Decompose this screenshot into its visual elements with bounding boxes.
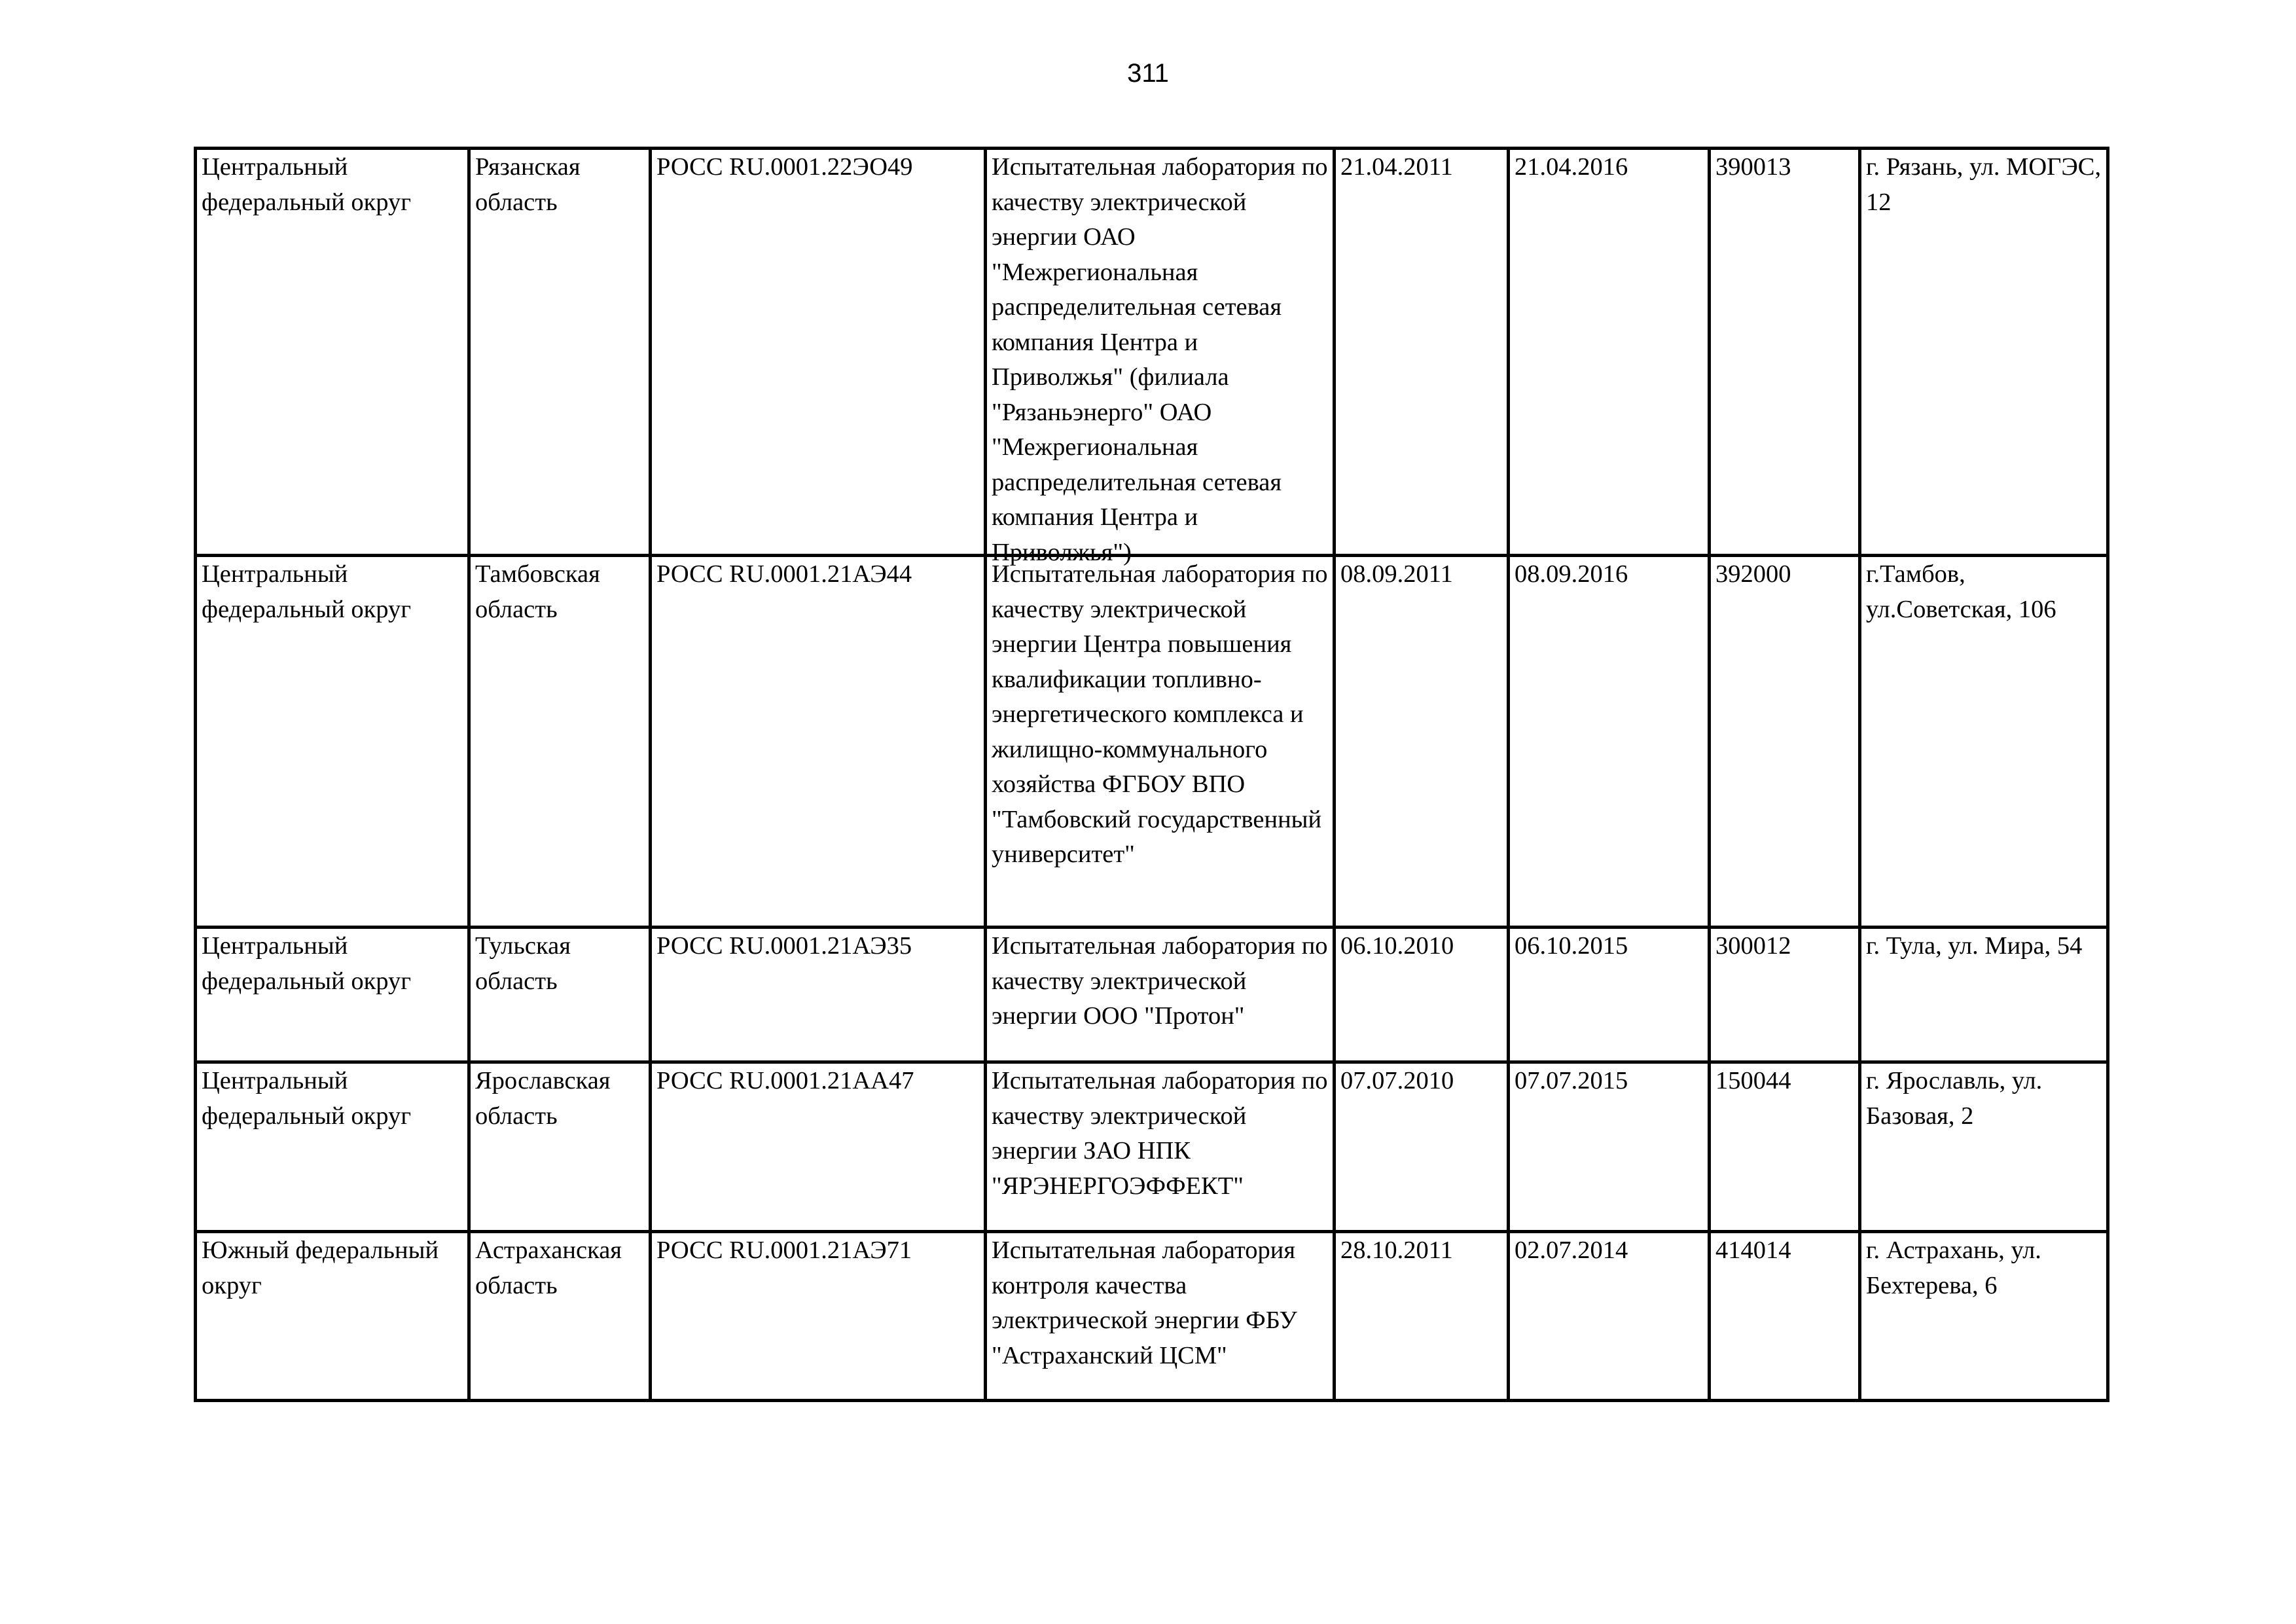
registration-number-cell: РОСС RU.0001.21АА47 — [651, 1062, 986, 1232]
postcode-cell: 150044 — [1710, 1062, 1860, 1232]
accreditation-end-date-cell: 21.04.2016 — [1509, 149, 1710, 556]
accreditation-start-date-cell: 28.10.2011 — [1335, 1232, 1509, 1401]
laboratory-name-cell: Испытательная лаборатория контроля качества электрической энергии ФБУ "Астраханский ЦСМ" — [986, 1232, 1335, 1401]
accreditation-end-date-cell: 08.09.2016 — [1509, 556, 1710, 928]
accreditation-end-date-cell: 02.07.2014 — [1509, 1232, 1710, 1401]
laboratory-name-text: Испытательная лаборатория по качеству электрической энергии ОАО "Межрегиональная распределительная сетевая компания Центра и Приволжья" (филиала "Рязаньэнерго" ОАО "Межрегиональная распределительная сетевая компания Центра и Приволжья") — [992, 153, 1328, 566]
accreditation-end-date-cell: 07.07.2015 — [1509, 1062, 1710, 1232]
address-cell: г. Рязань, ул. МОГЭС, 12 — [1860, 149, 2108, 556]
address-cell: г. Ярославль, ул. Базовая, 2 — [1860, 1062, 2108, 1232]
accreditation-start-date-cell: 21.04.2011 — [1335, 149, 1509, 556]
postcode-cell: 390013 — [1710, 149, 1860, 556]
laboratory-registry-table — [194, 147, 2109, 1402]
table-row — [196, 556, 2108, 928]
registration-number-cell: РОСС RU.0001.22ЭО49 — [651, 149, 986, 556]
district-cell: Центральный федеральный округ — [196, 149, 469, 556]
region-cell: Тульская область — [469, 928, 651, 1062]
accreditation-start-date-cell: 06.10.2010 — [1335, 928, 1509, 1062]
accreditation-start-date-cell: 08.09.2011 — [1335, 556, 1509, 928]
address-cell: г.Тамбов, ул.Советская, 106 — [1860, 556, 2108, 928]
laboratory-name-cell — [986, 149, 1335, 566]
district-cell: Центральный федеральный округ — [196, 928, 469, 1062]
registration-number-cell: РОСС RU.0001.21АЭ35 — [651, 928, 986, 1062]
table-row — [196, 149, 2108, 556]
postcode-cell: 414014 — [1710, 1232, 1860, 1401]
accreditation-start-date-cell: 07.07.2010 — [1335, 1062, 1509, 1232]
postcode-cell: 392000 — [1710, 556, 1860, 928]
district-cell: Центральный федеральный округ — [196, 556, 469, 928]
table-row — [196, 928, 2108, 1062]
laboratory-name-cell: Испытательная лаборатория по качеству электрической энергии ЗАО НПК "ЯРЭНЕРГОЭФФЕКТ" — [986, 1062, 1335, 1232]
page-number: 311 — [1127, 59, 1169, 88]
region-cell: Рязанская область — [469, 149, 651, 556]
accreditation-end-date-cell: 06.10.2015 — [1509, 928, 1710, 1062]
region-cell: Ярославская область — [469, 1062, 651, 1232]
postcode-cell: 300012 — [1710, 928, 1860, 1062]
district-cell: Центральный федеральный округ — [196, 1062, 469, 1232]
laboratory-name-cell: Испытательная лаборатория по качеству электрической энергии ООО "Протон" — [986, 928, 1335, 1062]
laboratory-name-cell: Испытательная лаборатория по качеству электрической энергии Центра повышения квалификации топливно-энергетического комплекса и жилищно-коммунального хозяйства ФГБОУ ВПО "Тамбовский государственный университет" — [986, 556, 1335, 928]
address-cell: г. Астрахань, ул. Бехтерева, 6 — [1860, 1232, 2108, 1401]
region-cell: Астраханская область — [469, 1232, 651, 1401]
registration-number-cell: РОСС RU.0001.21АЭ44 — [651, 556, 986, 928]
registration-number-cell: РОСС RU.0001.21АЭ71 — [651, 1232, 986, 1401]
district-cell: Южный федеральный округ — [196, 1232, 469, 1401]
table-row — [196, 1232, 2108, 1401]
address-cell: г. Тула, ул. Мира, 54 — [1860, 928, 2108, 1062]
region-cell: Тамбовская область — [469, 556, 651, 928]
table-row — [196, 1062, 2108, 1232]
